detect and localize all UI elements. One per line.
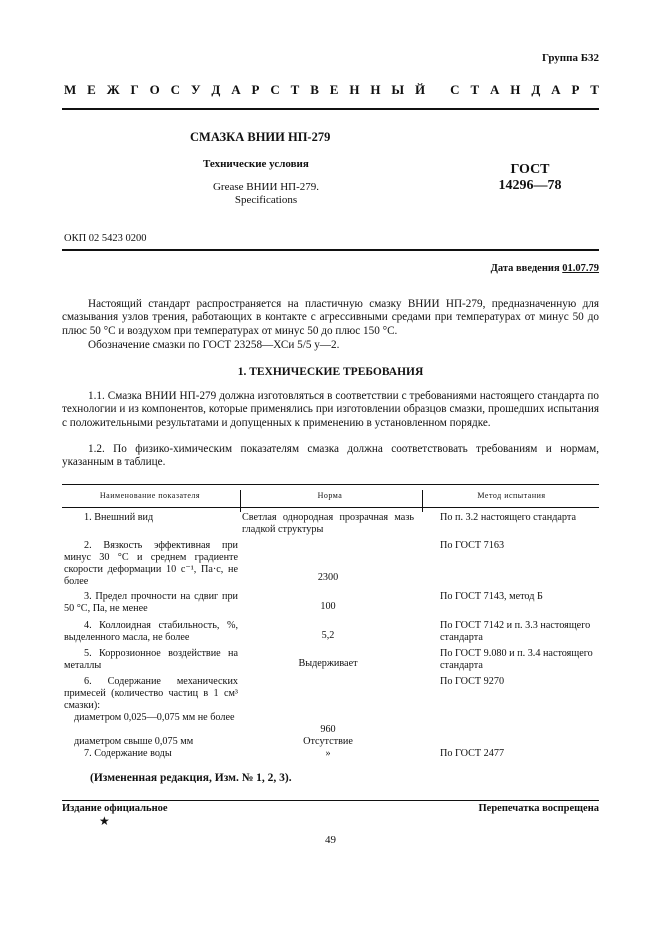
english-title — [196, 181, 336, 207]
row-norm: Светлая однородная прозрачная мазь гладкой структуры — [242, 512, 414, 535]
interstate-letter: Т — [290, 82, 300, 97]
row-name: 4. Коллоидная стабильность, %, выделенного масла, не более — [64, 620, 238, 643]
interstate-letter — [436, 82, 439, 98]
paragraph-1-2: 1.2. По физико-химическим показателям смазка должна соответствовать требованиям и нормам, указанным в таблице. — [62, 443, 599, 469]
interstate-letter: А — [551, 82, 561, 97]
header-divider — [422, 490, 423, 512]
reprint-prohibited: Перепечатка воспрещена — [478, 803, 599, 814]
row-name: 5. Коррозионное воздействие на металлы — [64, 648, 238, 671]
interstate-letter: А — [231, 82, 241, 97]
header-indicator: Наименование показателя — [99, 491, 201, 500]
row-norm: 100 — [320, 601, 336, 612]
amendment-note: (Измененная редакция, Изм. № 1, 2, 3). — [90, 772, 292, 784]
row-norm: 2300 — [317, 572, 339, 583]
star-icon: ★ — [99, 814, 110, 828]
row-method: По ГОСТ 7143, метод Б — [440, 591, 543, 602]
interstate-letter: С — [270, 82, 280, 97]
bottom-rule — [62, 800, 599, 801]
interstate-letter: Т — [470, 82, 480, 97]
interstate-letter: Т — [590, 82, 599, 97]
gost-code: 14296—78 — [498, 178, 562, 193]
row-name: 7. Содержание воды — [84, 748, 172, 759]
paragraph-scope: Настоящий стандарт распространяется на пластичную смазку ВНИИ НП-279, предназначенную для смазывания узлов трения, работающих в контакте с агрессивными средами при температурах от минус 50 до плюс 50 °С и воздухом при температурах от минус 50 до плюс 150 °С. — [62, 298, 599, 337]
interstate-letter: С — [450, 82, 460, 97]
interstate-letter: Н — [510, 82, 521, 97]
interstate-letter: Р — [251, 82, 260, 97]
row-method: По ГОСТ 7142 и п. 3.3 настоящего стандарта — [440, 620, 591, 643]
group-label: Группа Б32 — [542, 52, 599, 64]
interstate-letter: Н — [349, 82, 360, 97]
middle-rule — [62, 249, 599, 251]
interstate-letter: А — [490, 82, 500, 97]
gost-number — [480, 162, 580, 194]
english-title-line2: Specifications — [234, 194, 298, 206]
top-rule — [62, 108, 599, 110]
interstate-letter: Ж — [106, 82, 120, 97]
interstate-letter: У — [190, 82, 201, 97]
official-edition: Издание официальное — [62, 803, 168, 814]
requirements-table — [62, 484, 599, 759]
interstate-letter: С — [170, 82, 181, 97]
interstate-letter: Ы — [391, 82, 405, 97]
row-method: По ГОСТ 7163 — [440, 540, 505, 551]
row-name: 6. Содержание механических примесей (количество частиц в 1 см³ смазки): — [64, 676, 238, 711]
header-norm: Норма — [317, 491, 343, 500]
row-name: 1. Внешний вид — [84, 512, 154, 523]
interstate-letter: Е — [329, 82, 339, 97]
interstate-letter: Н — [370, 82, 381, 97]
row-norm: Выдерживает — [298, 658, 358, 669]
paragraph-1-1: 1.1. Смазка ВНИИ НП-279 должна изготовляться в соответствии с требованиями настоящего стандарта по технологии и из компонентов, которые применялись при изготовлении образцов смазки, прошедших испытания с положительными результатами и допущенных к применению в установленном порядке. — [62, 390, 599, 429]
interstate-letter: В — [310, 82, 319, 97]
header-method: Метод испытания — [477, 491, 546, 500]
okp-code: ОКП 02 5423 0200 — [64, 233, 147, 244]
table-header — [62, 484, 599, 508]
english-title-line1: Grease ВНИИ НП-279. — [212, 181, 319, 193]
introduction-date — [491, 263, 599, 274]
row-name: 2. Вязкость эффективная при минус 30 °С и среднем градиенте скорости деформации 10 с⁻¹, Па·с, не более — [64, 540, 238, 587]
standard-title: СМАЗКА ВНИИ НП-279 — [190, 130, 331, 144]
row-method: По ГОСТ 9.080 и п. 3.4 настоящего стандарта — [440, 648, 593, 671]
section-heading: 1. ТЕХНИЧЕСКИЕ ТРЕБОВАНИЯ — [237, 366, 424, 378]
row-norm: 5,2 — [321, 630, 335, 641]
interstate-letter: Й — [415, 82, 426, 97]
interstate-letter: Е — [87, 82, 96, 97]
row-name: 3. Предел прочности на сдвиг при 50 °С, Па, не менее — [64, 591, 238, 614]
gost-label: ГОСТ — [510, 162, 550, 177]
row-subitem: диаметром свыше 0,075 мм — [74, 736, 194, 747]
interstate-letter: М — [64, 82, 77, 97]
interstate-letter: О — [149, 82, 160, 97]
row-norm: 960 — [320, 724, 336, 735]
row-norm: Отсутствие — [303, 736, 353, 747]
interstate-letter: Р — [571, 82, 580, 97]
header-divider — [240, 490, 241, 512]
row-norm: » — [325, 748, 331, 759]
row-method: По п. 3.2 настоящего стандарта — [440, 512, 576, 523]
interstate-letter: Д — [211, 82, 221, 97]
interstate-letter: Д — [531, 82, 541, 97]
interstate-standard-heading — [64, 82, 599, 98]
row-method: По ГОСТ 2477 — [440, 748, 505, 759]
page-number: 49 — [325, 834, 336, 846]
date-value: 01.07.79 — [562, 263, 599, 274]
row-subitem: диаметром 0,025—0,075 мм не более — [74, 712, 235, 723]
interstate-letter: Г — [130, 82, 139, 97]
date-label: Дата введения — [490, 263, 560, 274]
standard-subtitle: Технические условия — [203, 158, 309, 170]
paragraph-designation: Обозначение смазки по ГОСТ 23258—ХСи 5/5 у—2. — [88, 339, 340, 351]
row-method: По ГОСТ 9270 — [440, 676, 505, 687]
